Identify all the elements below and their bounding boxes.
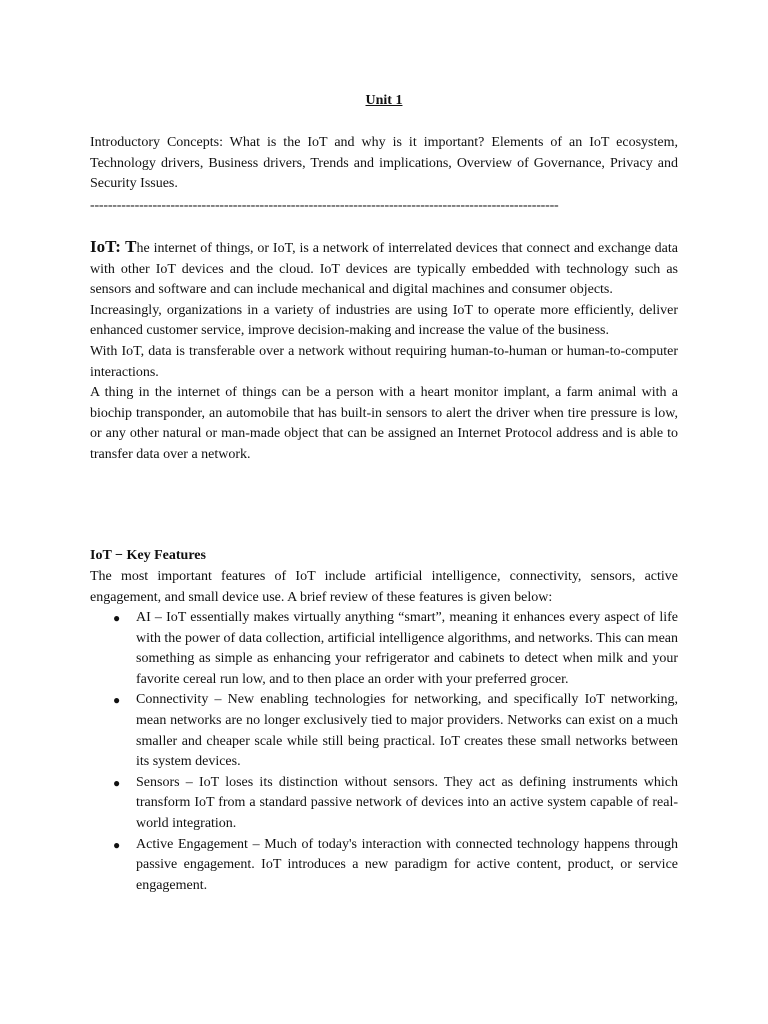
iot-paragraph-2: Increasingly, organizations in a variety of industries are using IoT to operate more efficiently, deliver enhanced customer service, improve decision-making and increase the value of the business.	[90, 302, 678, 339]
list-item-text: AI – IoT essentially makes virtually anything “smart”, meaning it enhances every aspect of life with the power of data collection, artificial intelligence algorithms, and networks. This can mean something as simple as enhancing your refrigerator and cabinets to detect when milk and your favorite cereal run low, and to then place an order with your preferred grocer.	[136, 610, 678, 687]
divider-line: ---------------------------------------------------------------------------------------------------------	[90, 198, 559, 213]
iot-paragraph-3: With IoT, data is transferable over a network without requiring human-to-human or human-to-computer interactions.	[90, 343, 678, 380]
list-item	[90, 835, 678, 897]
bullet-icon: ●	[113, 611, 121, 625]
page-title: Unit 1	[365, 93, 403, 108]
list-item-text: Sensors – IoT loses its distinction without sensors. They act as defining instruments which transform IoT from a standard passive network of devices into an active system capable of real-world integration.	[136, 774, 678, 831]
iot-section	[90, 237, 678, 466]
list-item-text: Connectivity – New enabling technologies for networking, and specifically IoT networking, mean networks are no longer exclusively tied to major providers. Networks can exist on a much smaller and cheaper scale while still being practical. IoT creates these small networks between its system devices.	[136, 692, 678, 770]
bullet-icon: ●	[113, 775, 121, 790]
list-item-text: Active Engagement – Much of today's interaction with connected technology happens through passive engagement. IoT introduces a new paradigm for active content, product, or service engagement.	[136, 836, 678, 893]
list-item	[90, 608, 678, 690]
features-list	[90, 608, 678, 896]
bullet-icon: ●	[113, 837, 121, 852]
features-heading: IoT − Key Features	[90, 548, 206, 563]
intro-paragraph: Introductory Concepts: What is the IoT and why is it important? Elements of an IoT ecosystem, Technology drivers, Business drivers, Trends and implications, Overview of Governance, Privacy and Security Issues.	[90, 135, 678, 192]
bullet-icon: ●	[113, 693, 121, 708]
iot-paragraph-1-text: he internet of things, or IoT, is a network of interrelated devices that connect and exchange data with other IoT devices and the cloud. IoT devices are typically embedded with technology such as sensors and software and can include mechanical and digital machines and consumer objects.	[90, 241, 678, 298]
list-item	[90, 773, 678, 835]
iot-lead: IoT: T	[90, 237, 137, 256]
features-intro: The most important features of IoT include artificial intelligence, connectivity, sensors, active engagement, and small device use. A brief review of these features is given below:	[90, 569, 678, 605]
iot-paragraph-1	[90, 237, 678, 301]
iot-paragraph-4: A thing in the internet of things can be a person with a heart monitor implant, a farm animal with a biochip transponder, an automobile that has built-in sensors to alert the driver when tire pressure is low, or any other natural or man-made object that can be assigned an Internet Protocol address and is able to transfer data over a network.	[90, 385, 678, 462]
list-item	[90, 690, 678, 772]
